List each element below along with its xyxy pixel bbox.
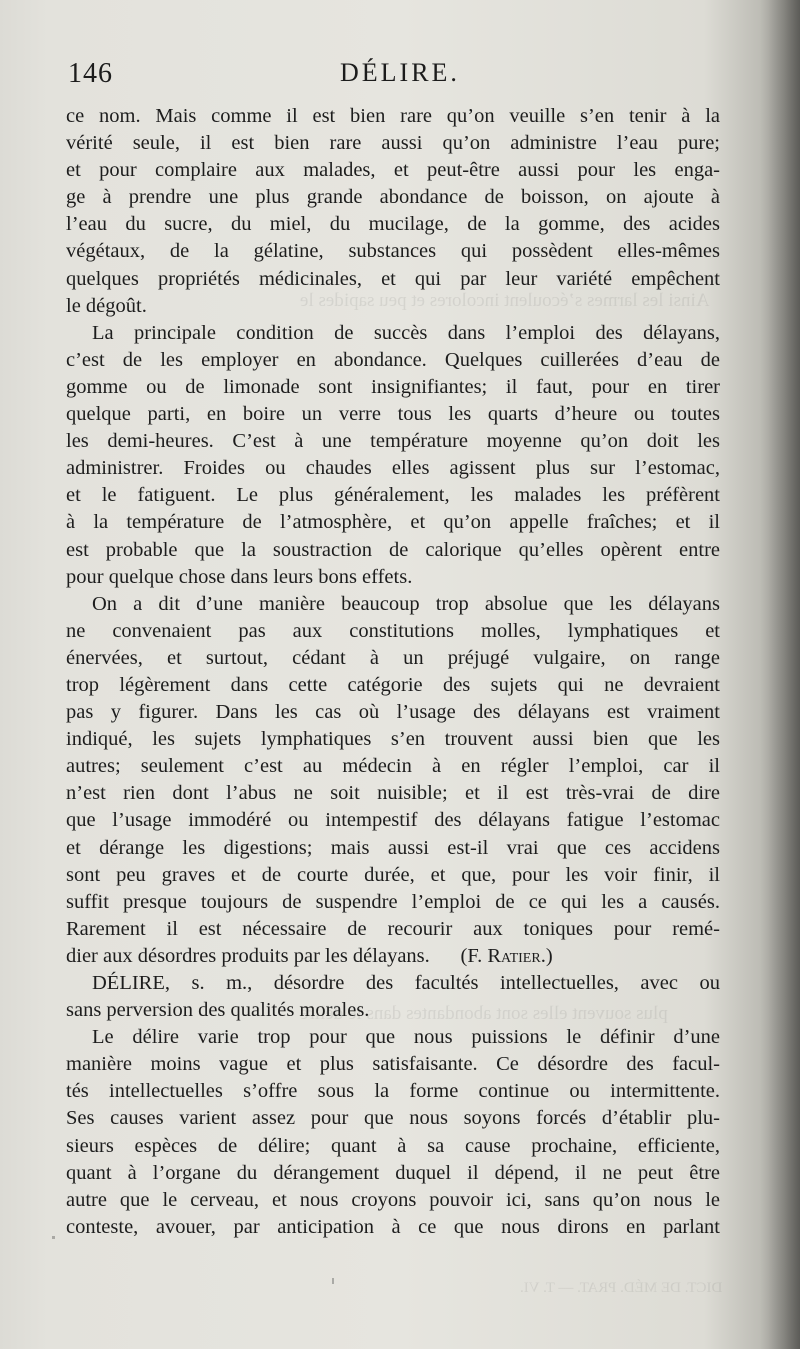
text-line: Le délire varie trop pour que nous puissions le définir d’une <box>92 1026 720 1049</box>
text-line: conteste, avouer, par anticipation à ce que nous dirons en parlant <box>66 1215 720 1238</box>
text-line: et le fatiguent. Le plus généralement, les malades les préfèrent <box>66 484 720 507</box>
text-line: l’eau du sucre, du miel, du mucilage, de la gomme, des acides <box>66 213 720 236</box>
ink-speck <box>52 1236 55 1239</box>
text-line: quelques propriétés médicinales, et qui par leur variété empêchent <box>66 267 720 290</box>
text-line: suffit presque toujours de suspendre l’emploi de ce qui les a causés. <box>66 890 720 913</box>
text-line: Ses causes varient assez pour que nous soyons forcés d’établir plu- <box>66 1107 720 1130</box>
text-line: n’est rien dont l’abus ne soit nuisible; et il est très-vrai de dire <box>66 782 720 805</box>
text-line: Rarement il est nécessaire de recourir aux toniques pour remé- <box>66 917 720 940</box>
text-line: et dérange les digestions; mais aussi est-il vrai que ces accidens <box>66 836 720 859</box>
show-through-text-1: Ainsi les larmes s’écoulent incolores et peu sapides le <box>300 290 710 311</box>
text-line: le dégoût. <box>66 294 147 317</box>
text-line: pas y figurer. Dans les cas où l’usage des délayans est vraiment <box>66 701 720 724</box>
text-line: manière moins vague et plus satisfaisante. Ce désordre des facul- <box>66 1053 720 1076</box>
text-line: autre que le cerveau, et nous croyons pouvoir ici, sans qu’on nous le <box>66 1188 720 1211</box>
show-through-text-2: plus souvent elles sont abondantes dans le délire <box>300 1003 668 1024</box>
show-through-text-3: DICT. DE MÉD. PRAT. — T. VI. <box>520 1280 723 1296</box>
text-line: vérité seule, il est bien rare aussi qu’on administre l’eau pure; <box>66 132 720 155</box>
text-line: ne convenaient pas aux constitutions molles, lymphatiques et <box>66 619 720 642</box>
text-line: végétaux, de la gélatine, substances qui possèdent elles-mêmes <box>66 240 720 263</box>
text-line: La principale condition de succès dans l’emploi des délayans, <box>92 321 720 344</box>
text-line: est probable que la soustraction de calorique qu’elles opèrent entre <box>66 538 720 561</box>
text-line: pour quelque chose dans leurs bons effets. <box>66 565 413 588</box>
text-line: quelque parti, en boire un verre tous les quarts d’heure ou toutes <box>66 403 720 426</box>
text-line: que l’usage immodéré ou intempestif des délayans fatigue l’estomac <box>66 809 720 832</box>
text-line: administrer. Froides ou chaudes elles agissent plus sur l’estomac, <box>66 457 720 480</box>
page-edge-shadow <box>760 0 800 1349</box>
text-line: ce nom. Mais comme il est bien rare qu’on veuille s’en tenir à la <box>66 105 720 127</box>
page-number: 146 <box>68 58 113 89</box>
text-line: tés intellectuelles s’offre sous la forme continue ou intermittente. <box>66 1080 720 1103</box>
text-line: quant à l’organe du dérangement duquel il dépend, il ne peut être <box>66 1161 720 1184</box>
ink-speck <box>332 1278 334 1284</box>
body-text <box>66 103 720 1241</box>
text-line: trop légèrement dans cette catégorie des sujets qui ne devraient <box>66 673 720 696</box>
text-line: indiqué, les sujets lymphatiques s’en trouvent aussi bien que les <box>66 728 720 751</box>
text-line: autres; seulement c’est au médecin à en régler l’emploi, car il <box>66 755 720 778</box>
text-line: dier aux désordres produits par les délayans. (F. Ratier.) <box>66 944 553 967</box>
page-header <box>68 58 718 94</box>
text-line: les demi-heures. C’est à une température moyenne qu’on doit les <box>66 430 720 453</box>
running-head: DÉLIRE. <box>340 58 460 87</box>
text-line: On a dit d’une manière beaucoup trop absolue que les délayans <box>92 592 720 615</box>
text-line: et pour complaire aux malades, et peut-être aussi pour les enga- <box>66 159 720 182</box>
text-line: énervées, et surtout, cédant à un préjugé vulgaire, on range <box>66 646 720 669</box>
text-line: sans perversion des qualités morales. <box>66 999 370 1022</box>
text-line: sont peu graves et de courte durée, et que, pour les voir finir, il <box>66 863 720 886</box>
text-line: gomme ou de limonade sont insignifiantes; il faut, pour en tirer <box>66 375 720 398</box>
text-line: sieurs espèces de délire; quant à sa cause prochaine, efficiente, <box>66 1134 720 1157</box>
text-line: à la température de l’atmosphère, et qu’on appelle fraîches; et il <box>66 511 720 534</box>
author-signature: Ratier <box>487 944 541 967</box>
text-line: DÉLIRE, s. m., désordre des facultés intellectuelles, avec ou <box>92 972 720 994</box>
text-line: ge à prendre une plus grande abondance de boisson, on ajoute à <box>66 186 720 209</box>
text-line: c’est de les employer en abondance. Quelques cuillerées d’eau de <box>66 348 720 371</box>
